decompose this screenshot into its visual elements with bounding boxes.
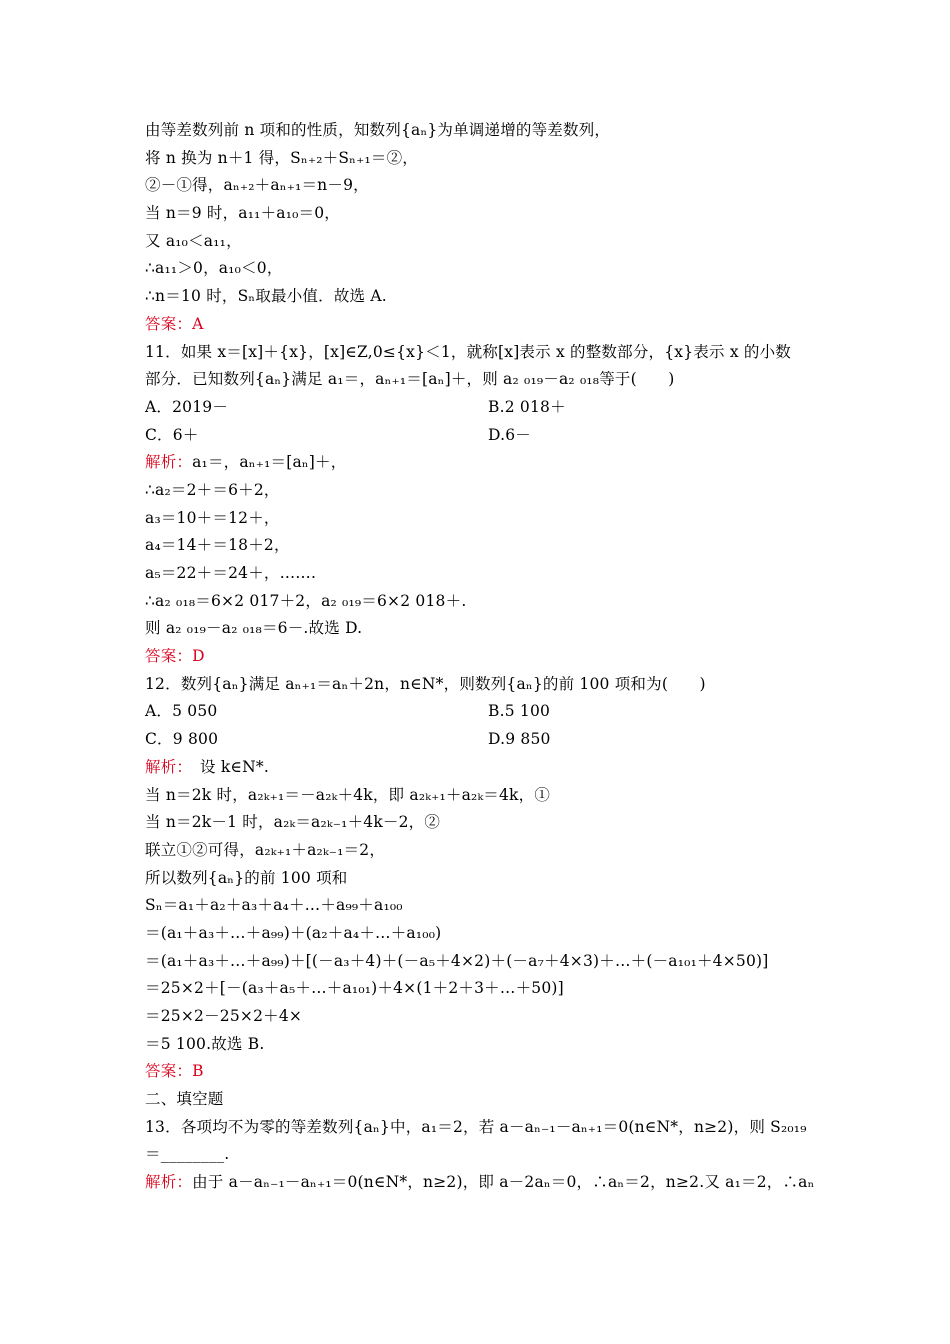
- solution-line: 当 n＝2k 时，a₂ₖ₊₁＝－a₂ₖ＋4k，即 a₂ₖ₊₁＋a₂ₖ＝4k，①: [145, 785, 551, 804]
- solution-line: ＝(a₁＋a₃＋…＋a₉₉)＋[(－a₃＋4)＋(－a₅＋4×2)＋(－a₇＋4×3)＋…＋(－a₁₀₁＋4×50)]: [145, 951, 769, 970]
- text-line: 将 n 换为 n＋1 得，Sₙ₊₂＋Sₙ₊₁＝②，: [145, 148, 418, 167]
- question-12-options: [145, 698, 825, 726]
- question-11-text: 11．如果 x＝[x]＋{x}，[x]∈Z,0≤{x}＜1，就称[x]表示 x 的整数部分，{x}表示 x 的小数: [145, 342, 791, 361]
- solution-line: Sₙ＝a₁＋a₂＋a₃＋a₄＋…＋a₉₉＋a₁₀₀: [145, 896, 403, 915]
- solution-line: 解析： 设 k∈N*.: [145, 757, 269, 776]
- option-c: C．6＋: [145, 425, 199, 444]
- document-body: [145, 117, 825, 1197]
- question-11-options: [145, 422, 825, 450]
- solution-line: 解析：由于 a－aₙ₋₁－aₙ₊₁＝0(n∈N*，n≥2)，即 a－2aₙ＝0，∴aₙ＝2，n≥2.又 a₁＝2，∴aₙ: [145, 1173, 815, 1192]
- text-line: 又 a₁₀＜a₁₁，: [145, 231, 242, 250]
- option-c: C．9 800: [145, 730, 219, 749]
- text-line: ②－①得，aₙ₊₂＋aₙ₊₁＝n－9，: [145, 176, 369, 195]
- option-a: A．5 050: [145, 702, 218, 721]
- option-b: B.5 100: [488, 702, 551, 721]
- text-line: 当 n＝9 时，a₁₁＋a₁₀＝0，: [145, 204, 340, 223]
- question-11-text: 部分．已知数列{aₙ}满足 a₁＝，aₙ₊₁＝[aₙ]＋，则 a₂ ₀₁₉－a₂ ₀₁₈等于( ): [145, 370, 675, 389]
- solution-line: 当 n＝2k－1 时，a₂ₖ＝a₂ₖ₋₁＋4k－2，②: [145, 813, 441, 832]
- solution-line: 联立①②可得，a₂ₖ₊₁＋a₂ₖ₋₁＝2，: [145, 840, 386, 859]
- solution-line: ∴a₂ ₀₁₈＝6×2 017＋2，a₂ ₀₁₉＝6×2 018＋.: [145, 591, 467, 610]
- solution-line: ∴a₂＝2＋＝6＋2，: [145, 480, 280, 499]
- option-d: D.9 850: [488, 730, 551, 749]
- solution-label: 解析：: [145, 757, 185, 776]
- question-13-text: ＝________.: [145, 1145, 230, 1164]
- solution-line: ＝25×2＋[－(a₃＋a₅＋…＋a₁₀₁)＋4×(1＋2＋3＋…＋50)]: [145, 979, 564, 998]
- solution-label: 解析：: [145, 453, 193, 472]
- question-12-options: [145, 726, 825, 754]
- text-line: ∴a₁₁＞0，a₁₀＜0，: [145, 259, 283, 278]
- question-11-options: [145, 394, 825, 422]
- answer-label: 答案：B: [145, 1062, 204, 1081]
- answer-label: 答案：D: [145, 647, 205, 666]
- question-12-text: 12．数列{aₙ}满足 aₙ₊₁＝aₙ＋2n，n∈N*，则数列{aₙ}的前 100 项和为( ): [145, 674, 706, 693]
- solution-line: ＝(a₁＋a₃＋…＋a₉₉)＋(a₂＋a₄＋…＋a₁₀₀): [145, 923, 442, 942]
- option-b: B.2 018＋: [488, 397, 566, 416]
- question-13-text: 13．各项均不为零的等差数列{aₙ}中，a₁＝2，若 a－aₙ₋₁－aₙ₊₁＝0(n∈N*，n≥2)，则 S₂₀₁₉: [145, 1117, 807, 1136]
- solution-label: 解析：: [145, 1173, 193, 1192]
- option-d: D.6－: [488, 425, 531, 444]
- solution-line: a₄＝14＋＝18＋2，: [145, 536, 290, 555]
- solution-line: ＝5 100.故选 B.: [145, 1034, 265, 1053]
- solution-line: 解析：a₁＝，aₙ₊₁＝[aₙ]＋，: [145, 453, 347, 472]
- solution-line: a₃＝10＋＝12＋，: [145, 508, 280, 527]
- solution-line: a₅＝22＋＝24＋，…….: [145, 564, 317, 582]
- answer-label: 答案：A: [145, 314, 204, 333]
- solution-line: 则 a₂ ₀₁₉－a₂ ₀₁₈＝6－.故选 D.: [145, 619, 363, 638]
- text-line: 由等差数列前 n 项和的性质，知数列{aₙ}为单调递增的等差数列，: [145, 121, 611, 139]
- section-heading: 二、填空题: [145, 1090, 224, 1109]
- option-a: A．2019－: [145, 397, 229, 416]
- text-line: ∴n＝10 时，Sₙ取最小值．故选 A.: [145, 287, 387, 306]
- solution-line: 所以数列{aₙ}的前 100 项和: [145, 868, 348, 887]
- solution-line: ＝25×2－25×2＋4×: [145, 1007, 303, 1025]
